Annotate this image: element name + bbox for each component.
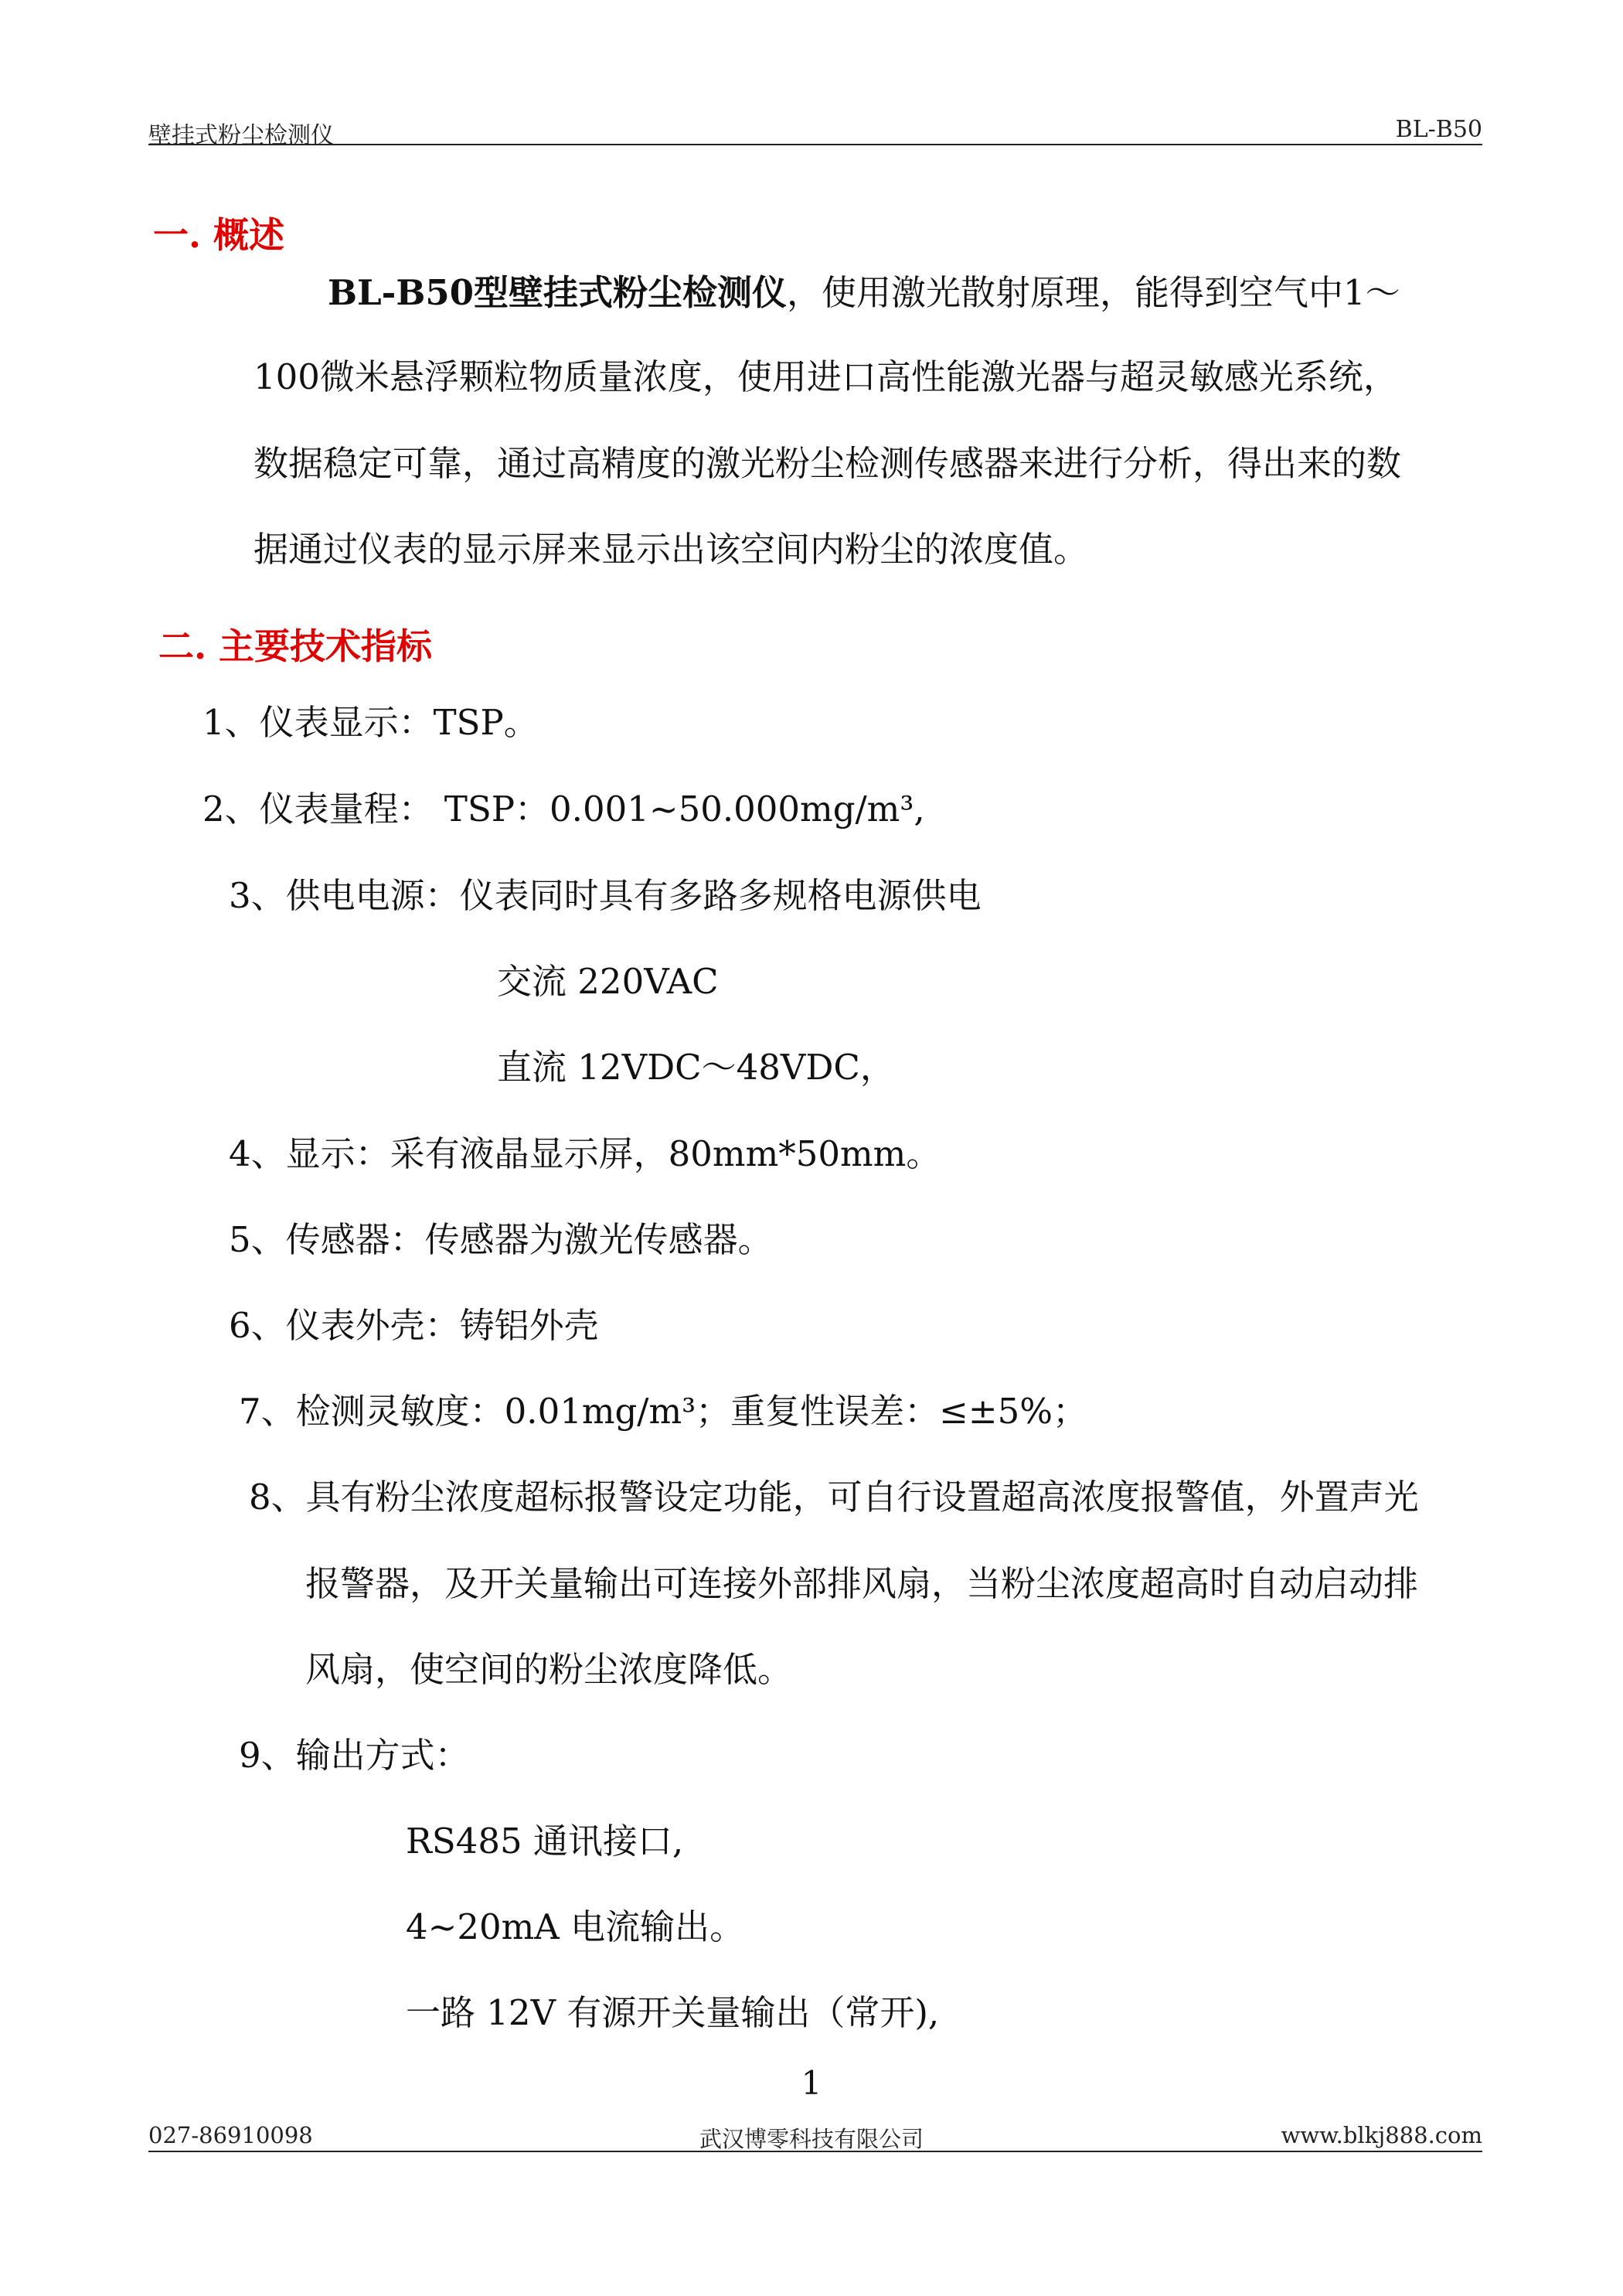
footer-divider <box>148 2151 1482 2152</box>
footer-website: www.blkj888.com <box>1281 2122 1482 2148</box>
footer-phone: 027-86910098 <box>148 2122 313 2148</box>
spec-item-6: 6、仪表外壳：铸铝外壳 <box>229 1305 599 1346</box>
output-switch: 一路 12V 有源开关量输出（常开), <box>406 1992 940 2033</box>
spec-item-3-dc: 直流 12VDC～48VDC， <box>497 1047 895 1088</box>
spec-item-1: 1、仪表显示：TSP。 <box>202 702 539 743</box>
page-number: 1 <box>801 2064 822 2102</box>
header-doc-title: 壁挂式粉尘检测仪 <box>148 122 334 149</box>
spec-item-3: 3、供电电源：仪表同时具有多路多规格电源供电 <box>229 875 982 916</box>
header-divider <box>148 144 1482 145</box>
spec-item-4: 4、显示：采有液晶显示屏，80mm*50mm。 <box>229 1133 941 1174</box>
output-rs485: RS485 通讯接口, <box>406 1821 684 1862</box>
header-model: BL-B50 <box>1395 116 1482 143</box>
spec-item-8-line-3: 风扇，使空间的粉尘浓度降低。 <box>305 1649 793 1690</box>
section-2-title: 二. 主要技术指标 <box>158 625 433 667</box>
section-1-line-4: 据通过仪表的显示屏来显示出该空间内粉尘的浓度值。 <box>253 529 1089 570</box>
spec-item-8-line-2: 报警器，及开关量输出可连接外部排风扇，当粉尘浓度超高时自动启动排 <box>305 1563 1419 1604</box>
spec-item-7: 7、检测灵敏度：0.01mg/m³；重复性误差：≤±5%； <box>239 1391 1087 1432</box>
footer-company: 武汉博零科技有限公司 <box>699 2126 924 2152</box>
spec-item-9: 9、输出方式： <box>239 1735 470 1776</box>
section-1-line-1-text: ，使用激光散射原理，能得到空气中1～ <box>787 272 1400 313</box>
spec-item-3-ac: 交流 220VAC <box>497 961 719 1002</box>
section-1-line-1 <box>328 272 1400 313</box>
section-1-title: 一. 概述 <box>153 214 285 256</box>
product-name: BL-B50型壁挂式粉尘检测仪 <box>328 272 788 313</box>
spec-item-8-line-1: 8、具有粉尘浓度超标报警设定功能，可自行设置超高浓度报警值，外置声光 <box>249 1477 1419 1518</box>
section-1-line-2: 100微米悬浮颗粒物质量浓度，使用进口高性能激光器与超灵敏感光系统， <box>253 356 1398 397</box>
spec-item-5: 5、传感器：传感器为激光传感器。 <box>229 1219 773 1260</box>
spec-item-2: 2、仪表量程： TSP：0.001~50.000mg/m³, <box>202 789 925 829</box>
section-1-line-3: 数据稳定可靠，通过高精度的激光粉尘检测传感器来进行分析，得出来的数 <box>253 443 1402 484</box>
output-current: 4~20mA 电流输出。 <box>406 1906 745 1947</box>
